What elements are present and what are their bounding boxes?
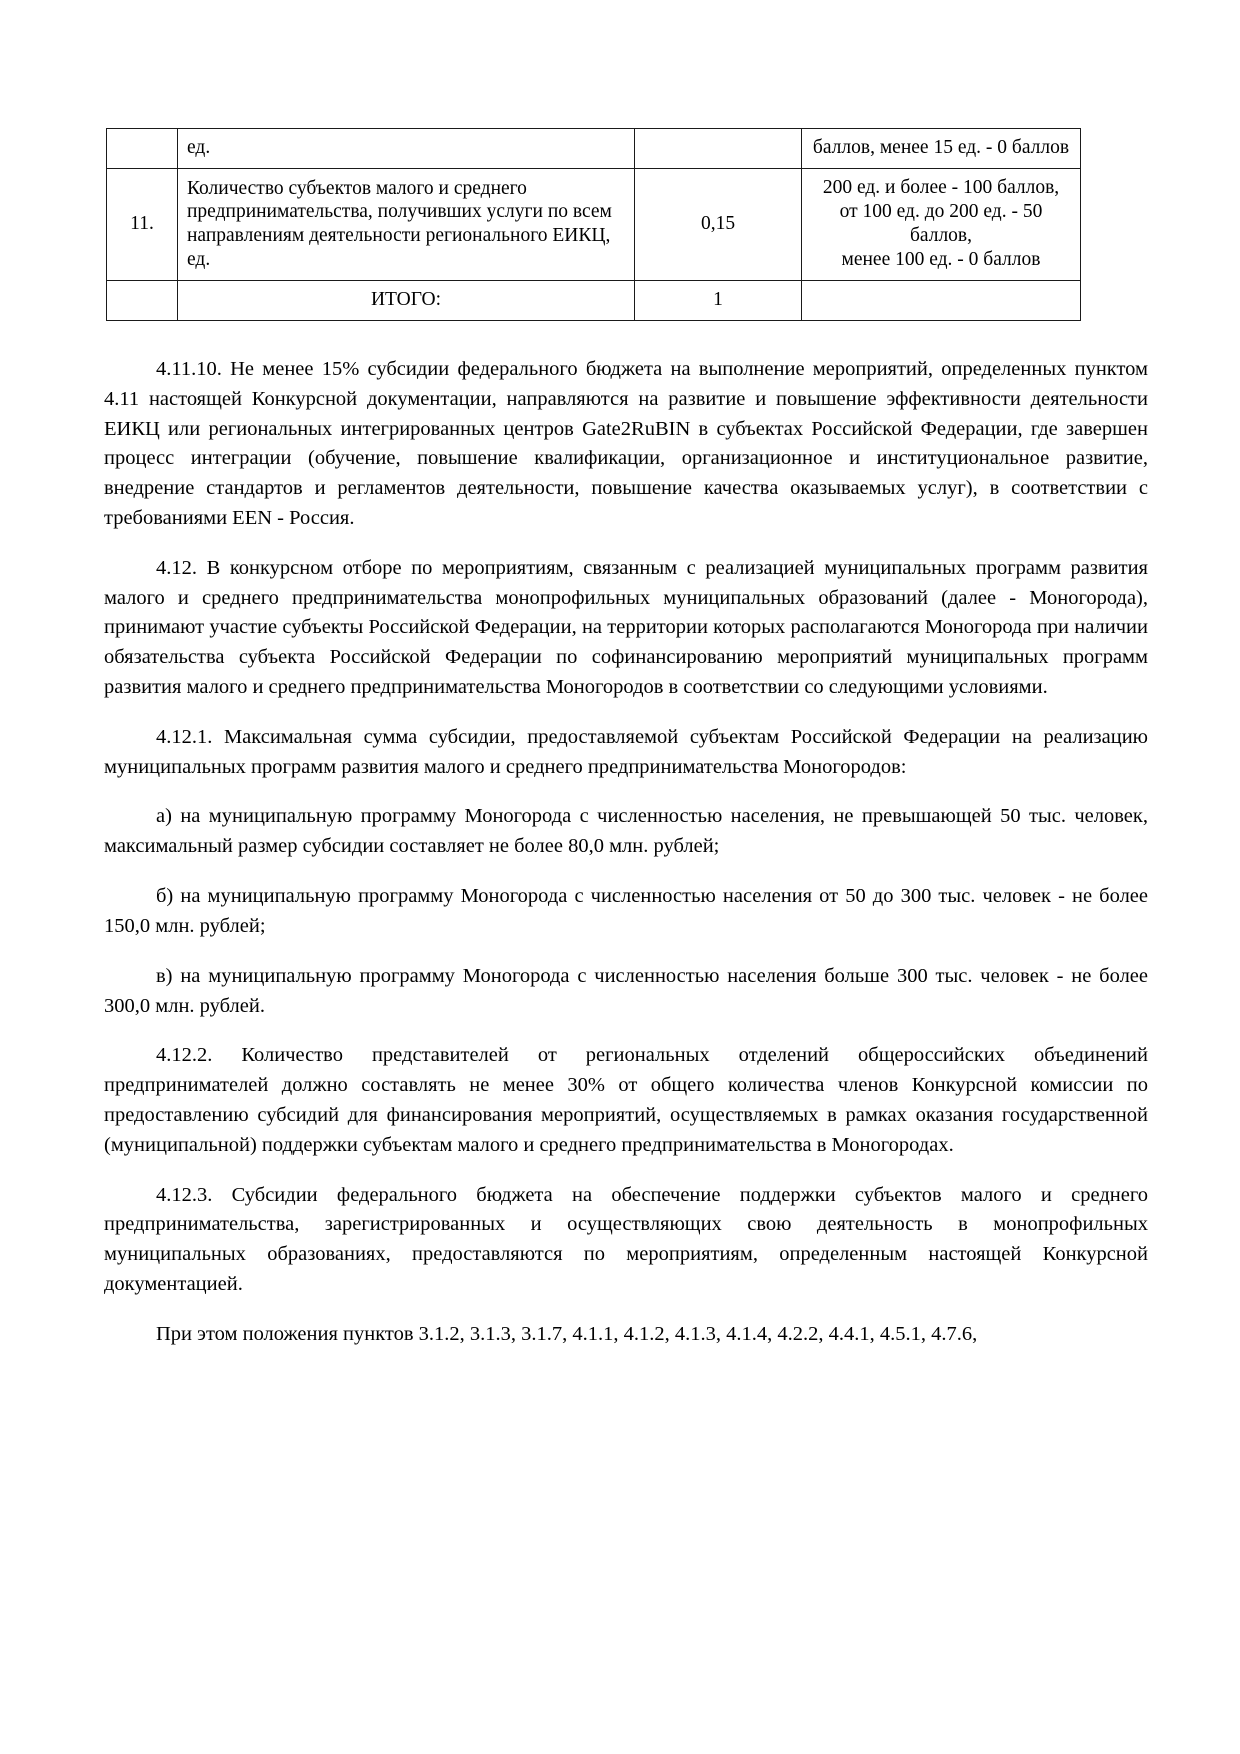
score-line: менее 100 ед. - 0 баллов bbox=[841, 249, 1041, 271]
total-weight-cell: 1 bbox=[635, 281, 802, 321]
paragraph-4-12-2: 4.12.2. Количество представителей от региональных отделений общероссийских объединений предпринимателей должно составлять не менее 30% от общего количества членов Конкурсной комиссии по предоставлению субсидий для финансирования мероприятий, осуществляемых в рамках оказания государственной (муниципальной) поддержки субъектам малого и среднего предпринимательства в Моногородах. bbox=[104, 1044, 1148, 1156]
paragraph-4-12: 4.12. В конкурсном отборе по мероприятиям, связанным с реализацией муниципальных программ развития малого и среднего предпринимательства монопрофильных муниципальных образований (далее - Моногорода), принимают участие субъекты Российской Федерации, на территории которых располагаются Моногорода при наличии обязательства субъекта Российской Федерации по софинансированию мероприятий муниципальных программ развития малого и среднего предпринимательства Моногородов в соответствии со следующими условиями. bbox=[104, 556, 1148, 698]
criterion-weight-cell: 0,15 bbox=[635, 168, 802, 281]
table-row-total bbox=[107, 281, 1081, 321]
paragraph-4-12-1: 4.12.1. Максимальная сумма субсидии, предоставляемой субъектам Российской Федерации на реализацию муниципальных программ развития малого и среднего предпринимательства Моногородов: bbox=[104, 725, 1148, 778]
criteria-table bbox=[106, 128, 1081, 321]
paragraph-item-v: в) на муниципальную программу Моногорода с численностью населения больше 300 тыс. человек - не более 300,0 млн. рублей. bbox=[104, 964, 1148, 1017]
criterion-name-cell: Количество субъектов малого и среднего предпринимательства, получивших услуги по всем направлениям деятельности регионального ЕИКЦ, ед. bbox=[178, 168, 635, 281]
paragraph-4-11-10: 4.11.10. Не менее 15% субсидии федерального бюджета на выполнение мероприятий, определенных пунктом 4.11 настоящей Конкурсной документации, направляются на развитие и повышение эффективности деятельности ЕИКЦ или региональных интегрированных центров Gate2RuBIN в субъектах Российской Федерации, где завершен процесс интеграции (обучение, повышение квалификации, организационное и институциональное развитие, внедрение стандартов и регламентов деятельности, повышение качества оказываемых услуг), в соответствии с требованиями EEN - Россия. bbox=[104, 357, 1148, 529]
paragraph-closing: При этом положения пунктов 3.1.2, 3.1.3, 3.1.7, 4.1.1, 4.1.2, 4.1.3, 4.1.4, 4.2.2, 4.4.1, 4.5.1, 4.7.6, bbox=[156, 1322, 978, 1345]
score-line: 200 ед. и более - 100 баллов, bbox=[822, 176, 1060, 198]
criterion-name-cell: ед. bbox=[178, 129, 635, 169]
total-label-cell: ИТОГО: bbox=[178, 281, 635, 321]
paragraph-4-12-3: 4.12.3. Субсидии федерального бюджета на обеспечение поддержки субъектов малого и среднего предпринимательства, зарегистрированных и осуществляющих свою деятельность в монопрофильных муниципальных образованиях, предоставляются по мероприятиям, определенным настоящей Конкурсной документацией. bbox=[104, 1183, 1148, 1295]
score-line: от 100 ед. до 200 ед. - 50 баллов, bbox=[839, 200, 1043, 246]
paragraph-item-b: б) на муниципальную программу Моногорода с численностью населения от 50 до 300 тыс. человек - не более 150,0 млн. рублей; bbox=[104, 885, 1148, 937]
total-score-cell bbox=[802, 281, 1081, 321]
body-text bbox=[104, 355, 1148, 1350]
table-row bbox=[107, 129, 1081, 169]
row-number-cell: 11. bbox=[107, 168, 178, 281]
paragraph-item-a: а) на муниципальную программу Моногорода с численностью населения, не превышающей 50 тыс. человек, максимальный размер субсидии составляет не более 80,0 млн. рублей; bbox=[104, 805, 1148, 858]
criterion-weight-cell bbox=[635, 129, 802, 169]
total-number-cell bbox=[107, 281, 178, 321]
criterion-score-cell bbox=[802, 168, 1081, 281]
criterion-score-cell: баллов, менее 15 ед. - 0 баллов bbox=[802, 129, 1081, 169]
table-row bbox=[107, 168, 1081, 281]
row-number-cell bbox=[107, 129, 178, 169]
